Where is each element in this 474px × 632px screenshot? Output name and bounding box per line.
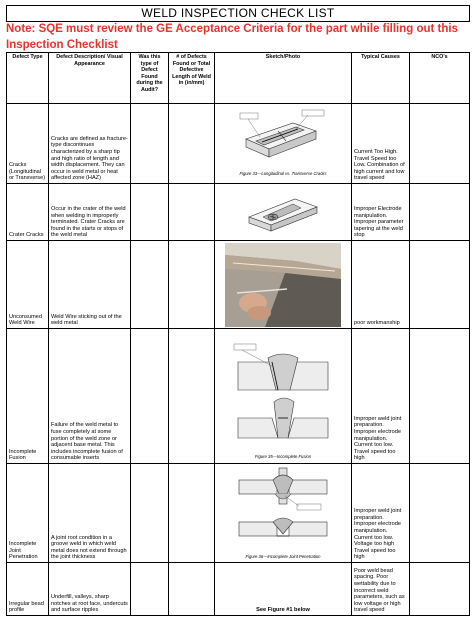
found-cell[interactable] xyxy=(131,241,169,329)
causes-cell: Improper Electrode manipulation. Improper parameter tapering at the weld stop xyxy=(352,184,410,241)
nco-cell[interactable] xyxy=(410,563,470,616)
count-cell[interactable] xyxy=(169,241,215,329)
defect-type-cell: Cracks (Longitudinal or Transverse) xyxy=(7,104,49,184)
sketch-cell xyxy=(215,184,352,241)
header-defect-count: # of Defects Found or Total Defective Length of Weld in (in/mm) xyxy=(169,53,215,104)
nco-cell[interactable] xyxy=(410,104,470,184)
sketch-cell xyxy=(215,563,352,616)
description-cell: A joint root condition in a groove weld in which weld metal does not extend through the joint thickness xyxy=(49,464,131,563)
crater-crack-diagram xyxy=(243,191,323,233)
table-row xyxy=(7,563,470,616)
header-causes: Typical Causes xyxy=(352,53,410,104)
header-row xyxy=(7,53,470,104)
count-cell[interactable] xyxy=(169,329,215,464)
nco-cell[interactable] xyxy=(410,329,470,464)
defect-type-cell: Crater Cracks xyxy=(7,184,49,241)
causes-cell: Current Too High. Travel Speed too Low. Combination of high current and low travel speed xyxy=(352,104,410,184)
causes-cell: Poor weld bead spacing. Poor wettability due to incorrect weld parameters, such as low voltage or high travel speed xyxy=(352,563,410,616)
causes-cell: Improper weld joint preparation. Improper electrode manipulation. Current too low. Travel speed too high xyxy=(352,329,410,464)
sketch-cell xyxy=(215,329,352,464)
table-row xyxy=(7,329,470,464)
count-cell[interactable] xyxy=(169,184,215,241)
sqe-note: Note: SQE must review the GE Acceptance Criteria for the part while filling out this Inspection Checklist xyxy=(6,23,458,51)
nco-cell[interactable] xyxy=(410,464,470,563)
description-cell: Weld Wire sticking out of the weld metal xyxy=(49,241,131,329)
description-cell: Occur in the crater of the weld when welding in improperly terminated. Crater Cracks are found in the starts or stops of the weld metal xyxy=(49,184,131,241)
document-title: WELD INSPECTION CHECK LIST xyxy=(6,5,470,22)
table-row xyxy=(7,184,470,241)
table-row xyxy=(7,104,470,184)
count-cell[interactable] xyxy=(169,464,215,563)
description-cell: Cracks are defined as fracture-type discontinues characterized by a sharp tip and high ratio of length and width displacement. They can occur in weld metal or heat affected zone (HAZ) xyxy=(49,104,131,184)
weld-wire-photo xyxy=(225,243,341,327)
description-cell: Failure of the weld metal to fuse completely at some portion of the weld zone or adjacent base metal. This includes incomplete fusion of consumable inserts xyxy=(49,329,131,464)
count-cell[interactable] xyxy=(169,563,215,616)
found-cell[interactable] xyxy=(131,104,169,184)
joint-penetration-diagram xyxy=(233,466,333,554)
sketch-caption: Figure 33—Longitudinal vs. Transverse Cracks xyxy=(239,171,327,177)
header-sketch: Sketch/Photo xyxy=(215,53,352,104)
causes-cell: poor workmanship xyxy=(352,241,410,329)
sketch-caption: Figure 36—Incomplete Joint Penetration xyxy=(245,553,321,559)
figure-reference: See Figure #1 below xyxy=(256,607,310,614)
found-cell[interactable] xyxy=(131,184,169,241)
incomplete-fusion-diagram xyxy=(228,332,338,454)
sketch-cell xyxy=(215,241,352,329)
defect-type-cell: Incomplete Fusion xyxy=(7,329,49,464)
defect-type-cell: Unconsumed Weld Wire xyxy=(7,241,49,329)
crack-diagram xyxy=(238,109,328,171)
header-found: Was this type of Defect Found during the Audit? xyxy=(131,53,169,104)
causes-cell: Improper weld joint preparation. Improper electrode manipulation. Current too low. Voltage too high Travel speed too high xyxy=(352,464,410,563)
found-cell[interactable] xyxy=(131,563,169,616)
defect-type-cell: Irregular bead profile xyxy=(7,563,49,616)
count-cell[interactable] xyxy=(169,104,215,184)
header-ncos: NCO's xyxy=(410,53,470,104)
nco-cell[interactable] xyxy=(410,241,470,329)
table-row xyxy=(7,241,470,329)
sketch-cell xyxy=(215,464,352,563)
table-row xyxy=(7,464,470,563)
inspection-table xyxy=(6,52,470,616)
nco-cell[interactable] xyxy=(410,184,470,241)
header-description: Defect Description/ Visual Appearance xyxy=(49,53,131,104)
found-cell[interactable] xyxy=(131,329,169,464)
header-defect-type: Defect Type xyxy=(7,53,49,104)
defect-type-cell: Incomplete Joint Penetration xyxy=(7,464,49,563)
sketch-cell xyxy=(215,104,352,184)
found-cell[interactable] xyxy=(131,464,169,563)
sketch-caption: Figure 35—Incomplete Fusion xyxy=(254,453,312,459)
description-cell: Underfill, valleys, sharp notches at root face, undercuts and surface ripples xyxy=(49,563,131,616)
